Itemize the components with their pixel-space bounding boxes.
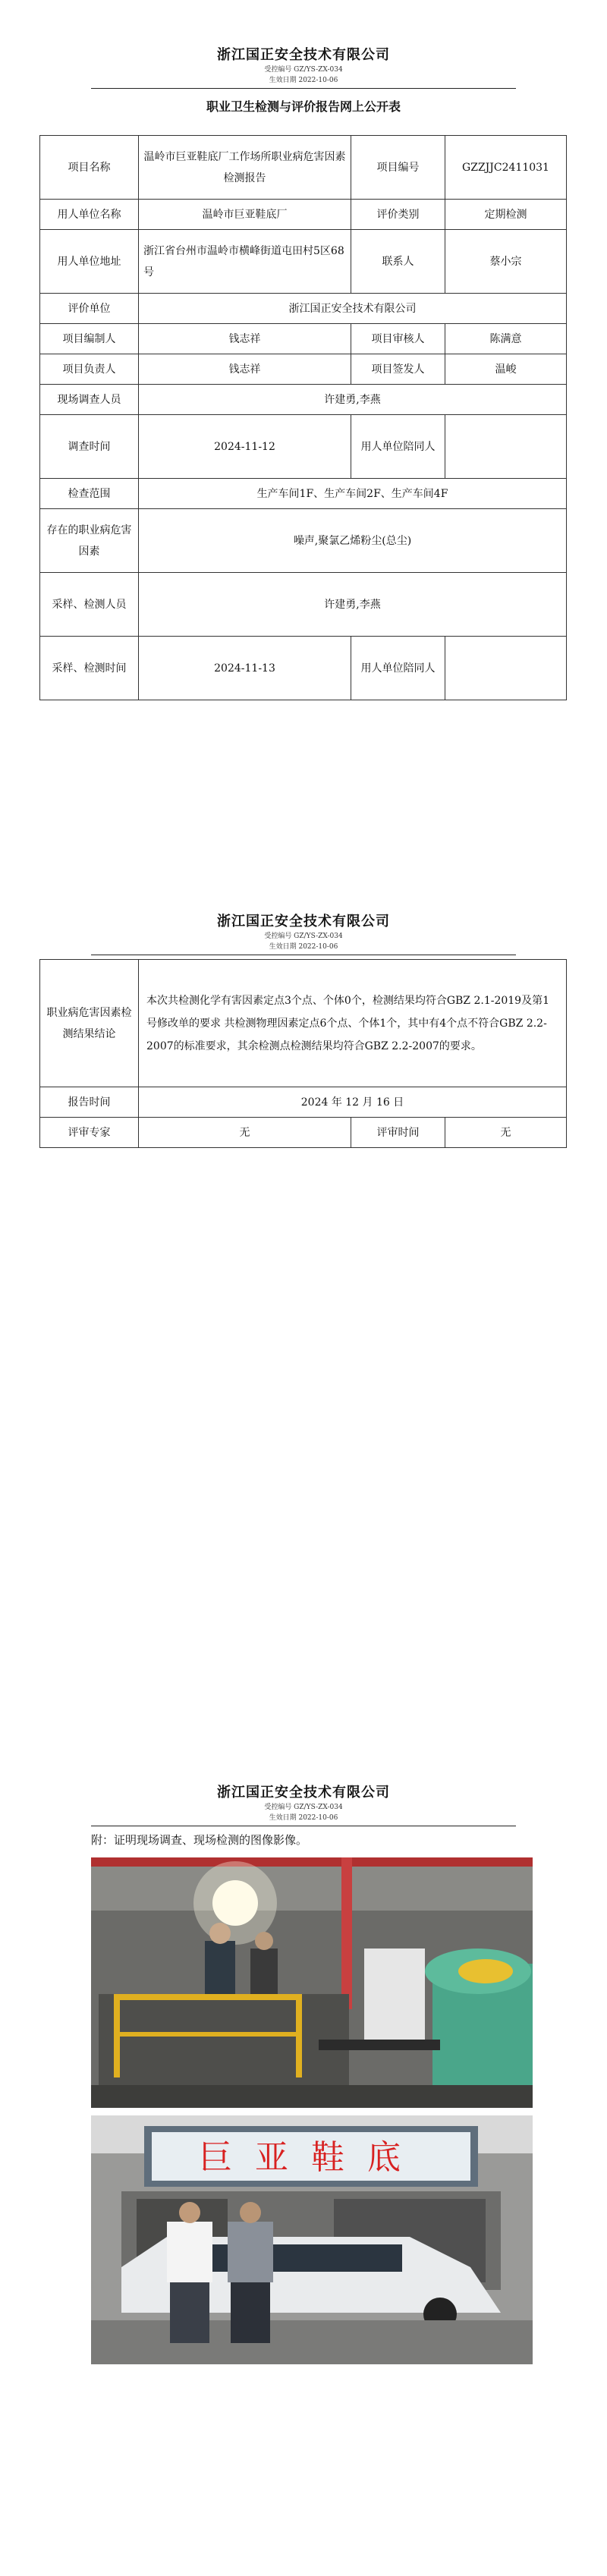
project-name: 温岭市巨亚鞋底厂工作场所职业病危害因素检测报告: [139, 136, 351, 200]
sample-time-label: 采样、检测时间: [40, 637, 139, 700]
evaluator-label: 评价单位: [40, 294, 139, 324]
contact-label: 联系人: [351, 230, 445, 294]
company-name: 浙江国正安全技术有限公司: [217, 1785, 390, 1801]
control-number: 受控编号 GZ/YS-ZX-034: [264, 1804, 343, 1811]
contact: 蔡小宗: [445, 230, 567, 294]
control-number: 受控编号 GZ/YS-ZX-034: [264, 66, 343, 74]
employer: 温岭市巨亚鞋底厂: [139, 200, 351, 230]
storefront-sign: 巨亚鞋底: [199, 2138, 423, 2177]
document-title: 职业卫生检测与评价报告网上公开表: [206, 99, 401, 114]
project-no: GZZJJC2411031: [445, 136, 567, 200]
leader: 钱志祥: [139, 354, 351, 385]
conclusion-table: [39, 959, 567, 1148]
address: 浙江省台州市温岭市横峰街道屯田村5区68号: [139, 230, 351, 294]
header-rule: [91, 88, 516, 89]
surveyors-label: 现场调查人员: [40, 385, 139, 415]
review-time-label: 评审时间: [351, 1118, 445, 1148]
conclusion-text: 本次共检测化学有害因素定点3个点、个体0个，检测结果均符合GBZ 2.1-2019及第1号修改单的要求 共检测物理因素定点6个点、个体1个，其中有4个点不符合GBZ 2.2-2007的标准要求，其余检测点检测结果均符合GBZ 2.2-2007的要求。: [139, 960, 567, 1087]
control-number: 受控编号 GZ/YS-ZX-034: [264, 933, 343, 940]
conclusion-label: 职业病危害因素检测结果结论: [40, 960, 139, 1087]
sample-time: 2024-11-13: [139, 637, 351, 700]
effective-date: 生效日期 2022-10-06: [269, 943, 338, 951]
project-no-label: 项目编号: [351, 136, 445, 200]
review-time: 无: [445, 1118, 567, 1148]
surveyors: 许建勇,李燕: [139, 385, 567, 415]
samplers: 许建勇,李燕: [139, 573, 567, 637]
attachment-caption: 附：证明现场调查、现场检测的图像影像。: [91, 1833, 308, 1847]
accompany-label: 用人单位陪同人: [351, 415, 445, 479]
survey-time: 2024-11-12: [139, 415, 351, 479]
hazards-label: 存在的职业病危害因素: [40, 509, 139, 573]
issuer-label: 项目签发人: [351, 354, 445, 385]
scope-label: 检查范围: [40, 479, 139, 509]
accompany2-label: 用人单位陪同人: [351, 637, 445, 700]
samplers-label: 采样、检测人员: [40, 573, 139, 637]
report-time-label: 报告时间: [40, 1087, 139, 1118]
reviewer-label: 项目审核人: [351, 324, 445, 354]
issuer: 温峻: [445, 354, 567, 385]
survey-time-label: 调查时间: [40, 415, 139, 479]
project-name-label: 项目名称: [40, 136, 139, 200]
site-photo-storefront: [91, 2115, 533, 2364]
employer-label: 用人单位名称: [40, 200, 139, 230]
accompany: [445, 415, 567, 479]
eval-type: 定期检测: [445, 200, 567, 230]
hazards: 噪声,聚氯乙烯粉尘(总尘): [139, 509, 567, 573]
expert: 无: [139, 1118, 351, 1148]
leader-label: 项目负责人: [40, 354, 139, 385]
accompany2: [445, 637, 567, 700]
compiler-label: 项目编制人: [40, 324, 139, 354]
company-name: 浙江国正安全技术有限公司: [217, 47, 390, 63]
report-time: 2024 年 12 月 16 日: [139, 1087, 567, 1118]
address-label: 用人单位地址: [40, 230, 139, 294]
effective-date: 生效日期 2022-10-06: [269, 77, 338, 84]
expert-label: 评审专家: [40, 1118, 139, 1148]
eval-type-label: 评价类别: [351, 200, 445, 230]
site-photo-interior: [91, 1857, 533, 2108]
disclosure-table: [39, 135, 567, 700]
company-name: 浙江国正安全技术有限公司: [217, 914, 390, 929]
evaluator: 浙江国正安全技术有限公司: [139, 294, 567, 324]
compiler: 钱志祥: [139, 324, 351, 354]
effective-date: 生效日期 2022-10-06: [269, 1814, 338, 1822]
scope: 生产车间1F、生产车间2F、生产车间4F: [139, 479, 567, 509]
reviewer: 陈满意: [445, 324, 567, 354]
